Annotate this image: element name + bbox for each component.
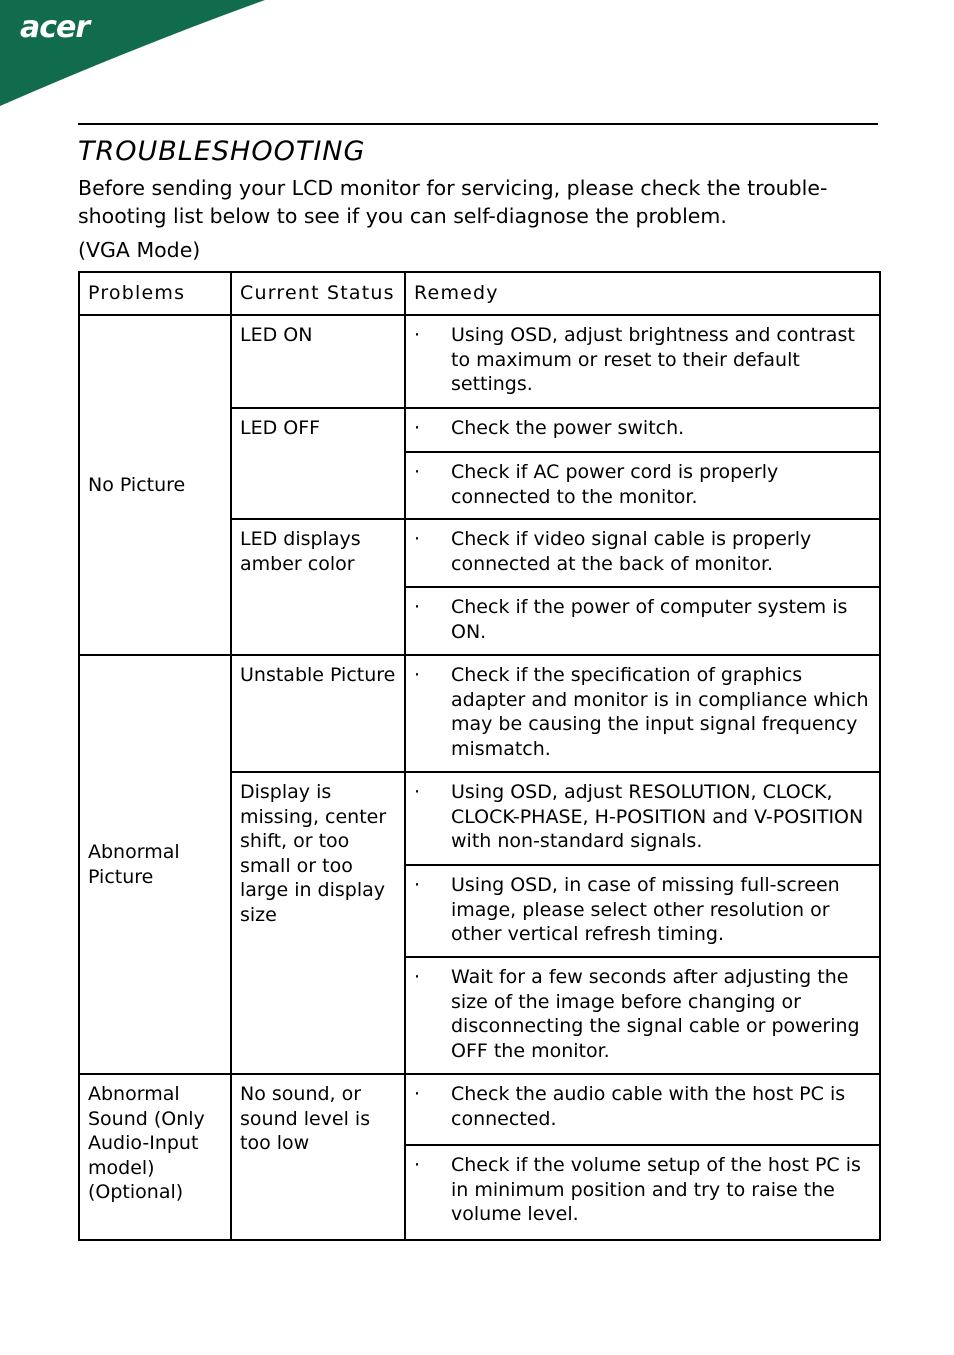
troubleshooting-table <box>78 271 881 1241</box>
remedy-text: Check the power switch. <box>451 417 685 439</box>
remedy-text: Wait for a few seconds after adjusting the size of the image before changing or disconnecting the signal cable or powering OFF the monitor. <box>451 966 860 1062</box>
remedy-cell <box>405 452 880 519</box>
status-cell: LED OFF <box>231 408 405 519</box>
mode-label: (VGA Mode) <box>78 238 201 262</box>
status-cell: LED ON <box>231 315 405 408</box>
remedy-text: Using OSD, adjust brightness and contrast to maximum or reset to their default settings. <box>451 324 855 396</box>
bullet: · <box>414 874 421 896</box>
remedy-text: Using OSD, adjust RESOLUTION, CLOCK, CLOCK-PHASE, H-POSITION and V-POSITION with non-standard signals. <box>451 781 864 853</box>
bullet: · <box>414 966 421 988</box>
acer-logo: acer <box>20 10 90 45</box>
bullet: · <box>414 417 421 439</box>
page-title: TROUBLESHOOTING <box>78 136 366 167</box>
remedy-cell <box>405 519 880 587</box>
table-row <box>79 315 880 408</box>
remedy-text: Check if AC power cord is properly connected to the monitor. <box>451 461 779 508</box>
remedy-text: Check if video signal cable is properly connected at the back of monitor. <box>451 528 812 575</box>
problem-cell: Abnormal Picture <box>79 655 231 1074</box>
table-row <box>79 1074 880 1145</box>
remedy-text: Check if the volume setup of the host PC is in minimum position and try to raise the volume level. <box>451 1154 861 1226</box>
remedy-text: Using OSD, in case of missing full-screen image, please select other resolution or other vertical refresh timing. <box>451 874 840 946</box>
status-cell: No sound, or sound level is too low <box>231 1074 405 1240</box>
header-current-status: Current Status <box>231 272 405 315</box>
bullet: · <box>414 324 421 346</box>
remedy-cell <box>405 865 880 957</box>
intro-paragraph: Before sending your LCD monitor for servicing, please check the trouble-shooting list below to see if you can self-diagnose the problem. <box>78 176 828 228</box>
bullet: · <box>414 596 421 618</box>
problem-cell: Abnormal Sound (Only Audio-Input model) (Optional) <box>79 1074 231 1240</box>
bullet: · <box>414 1154 421 1176</box>
remedy-text: Check the audio cable with the host PC is connected. <box>451 1083 846 1130</box>
header-rule <box>78 123 878 125</box>
problem-cell: No Picture <box>79 315 231 655</box>
remedy-text: Check if the specification of graphics adapter and monitor is in compliance which may be causing the input signal frequency mismatch. <box>451 664 869 760</box>
table-header-row <box>79 272 880 315</box>
status-cell: LED displays amber color <box>231 519 405 655</box>
status-cell: Unstable Picture <box>231 655 405 772</box>
remedy-cell <box>405 957 880 1074</box>
remedy-cell <box>405 587 880 655</box>
bullet: · <box>414 528 421 550</box>
remedy-text: Check if the power of computer system is ON. <box>451 596 848 643</box>
table-row <box>79 655 880 772</box>
bullet: · <box>414 1083 421 1105</box>
remedy-cell <box>405 315 880 408</box>
remedy-cell <box>405 772 880 865</box>
status-cell: Display is missing, center shift, or too small or too large in display size <box>231 772 405 1074</box>
remedy-cell <box>405 1145 880 1240</box>
header-problems: Problems <box>79 272 231 315</box>
bullet: · <box>414 461 421 483</box>
remedy-cell <box>405 655 880 772</box>
remedy-cell <box>405 408 880 452</box>
bullet: · <box>414 664 421 686</box>
remedy-cell <box>405 1074 880 1145</box>
header-remedy: Remedy <box>405 272 880 315</box>
bullet: · <box>414 781 421 803</box>
